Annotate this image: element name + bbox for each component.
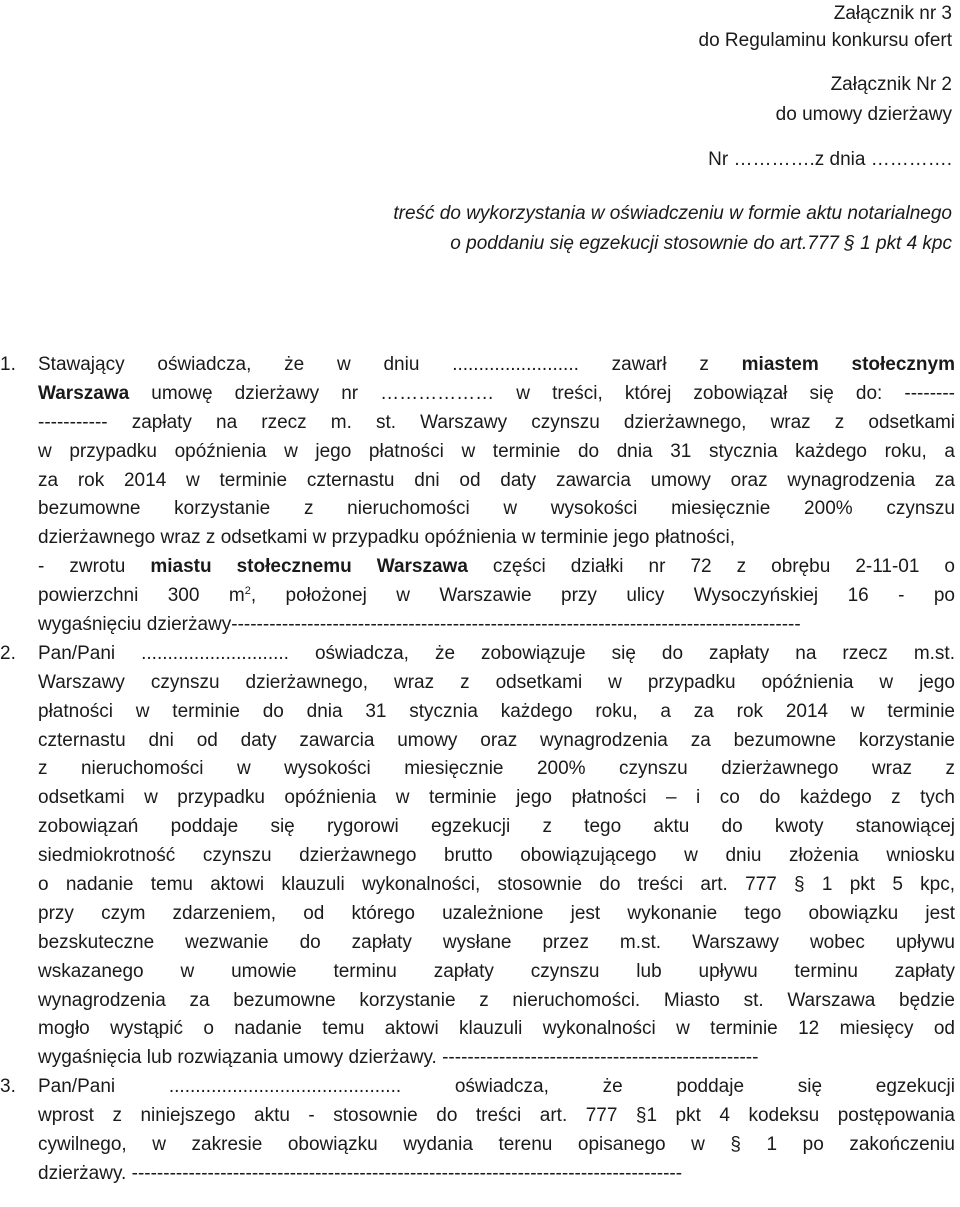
intro-italic <box>393 201 952 257</box>
paragraph-line: - zwrotu miastu stołecznemu Warszawa części działki nr 72 z obrębu 2-11-01 o <box>38 556 955 578</box>
paragraph-line: siedmiokrotność czynszu dzierżawnego brutto obowiązującego w dniu złożenia wniosku <box>38 845 955 867</box>
paragraph-line: 2. Pan/Pani ............................ oświadcza, że zobowiązuje się do zapłaty na rzecz m.st. <box>0 640 955 669</box>
document-body <box>0 351 955 1189</box>
header-line: do umowy dzierżawy <box>775 104 952 125</box>
intro-line: o poddaniu się egzekucji stosownie do art.777 § 1 pkt 4 kpc <box>450 233 952 254</box>
paragraph-line: przy czym zdarzeniem, od którego uzależnione jest wykonanie tego obowiązku jest <box>38 902 955 924</box>
header-line: do Regulaminu konkursu ofert <box>698 30 952 51</box>
paragraph-line: czternastu dni od daty zawarcia umowy oraz wynagrodzenia za bezumowne korzystanie <box>38 729 955 751</box>
header-attachment-3 <box>699 2 952 53</box>
paragraph-line: wygaśnięcia lub rozwiązania umowy dzierżawy. -------------------------------------------------- <box>38 1047 759 1069</box>
paragraph-line: dzierżawy. --------------------------------------------------------------------------------------- <box>38 1162 683 1184</box>
paragraph-line: odsetkami w przypadku opóźnienia w terminie jego płatności – i co do każdego z tych <box>38 787 955 809</box>
paragraph-line: zobowiązań poddaje się rygorowi egzekucji z tego aktu do kwoty stanowiącej <box>38 816 955 838</box>
paragraph-line: 3. Pan/Pani ............................................ oświadcza, że poddaje się egzekucji <box>0 1073 955 1102</box>
paragraph-line: bezskuteczne wezwanie do zapłaty wysłane przez m.st. Warszawy wobec upływu <box>38 931 955 953</box>
contract-number-line: Nr ………….z dnia …………. <box>708 149 952 170</box>
paragraph-line: wynagrodzenia za bezumowne korzystanie z nieruchomości. Miasto st. Warszawa będzie <box>38 989 955 1011</box>
paragraph-line: powierzchni 300 $m^2$, położonej w Warszawie przy ulicy Wysoczyńskiej 16 - po <box>38 585 955 607</box>
paragraph-line: o nadanie temu aktowi klauzuli wykonalności, stosownie do treści art. 777 § 1 pkt 5 kpc, <box>38 874 955 896</box>
header-attachment-2 <box>776 73 952 127</box>
paragraph-line: 1. Stawający oświadcza, że w dniu ........................ zawarł z miastem stołecznym <box>0 351 955 380</box>
paragraph-line: wskazanego w umowie terminu zapłaty czynszu lub upływu terminu zapłaty <box>38 960 955 982</box>
paragraph-line: ----------- zapłaty na rzecz m. st. Warszawy czynszu dzierżawnego, wraz z odsetkami <box>38 411 955 433</box>
paragraph-line: dzierżawnego wraz z odsetkami w przypadku opóźnienia w terminie jego płatności, <box>38 527 736 549</box>
section-1 <box>0 351 955 640</box>
paragraph-line: z nieruchomości w wysokości miesięcznie 200% czynszu dzierżawnego wraz z <box>38 758 955 780</box>
paragraph-line: płatności w terminie do dnia 31 stycznia każdego roku, a za rok 2014 w terminie <box>38 700 955 722</box>
intro-line: treść do wykorzystania w oświadczeniu w formie aktu notarialnego <box>393 203 952 224</box>
header-line: Załącznik Nr 2 <box>830 74 952 95</box>
paragraph-line: wprost z niniejszego aktu - stosownie do treści art. 777 §1 pkt 4 kodeksu postępowania <box>38 1105 955 1127</box>
section-2 <box>0 640 955 1073</box>
paragraph-line: w przypadku opóźnienia w jego płatności w terminie do dnia 31 stycznia każdego roku, a <box>38 440 955 462</box>
header-line: Załącznik nr 3 <box>833 3 952 24</box>
paragraph-line: Warszawa umowę dzierżawy nr ……………… w treści, której zobowiązał się do: -------- <box>38 382 956 404</box>
paragraph-line: za rok 2014 w terminie czternastu dni od daty zawarcia umowy oraz wynagrodzenia za <box>38 469 955 491</box>
paragraph-line: wygaśnięciu dzierżawy------------------------------------------------------------------------------------------ <box>38 614 801 636</box>
paragraph-line: mogło wystąpić o nadanie temu aktowi klauzuli wykonalności w terminie 12 miesięcy od <box>38 1018 955 1040</box>
paragraph-line: cywilnego, w zakresie obowiązku wydania terenu opisanego w § 1 po zakończeniu <box>38 1134 955 1156</box>
section-number: 1. <box>0 354 16 375</box>
section-number: 3. <box>0 1076 16 1098</box>
section-3 <box>0 1073 955 1189</box>
section-number: 2. <box>0 642 16 664</box>
paragraph-line: bezumowne korzystanie z nieruchomości w wysokości miesięcznie 200% czynszu <box>38 498 955 520</box>
paragraph-line: Warszawy czynszu dzierżawnego, wraz z odsetkami w przypadku opóźnienia w jego <box>38 671 955 693</box>
